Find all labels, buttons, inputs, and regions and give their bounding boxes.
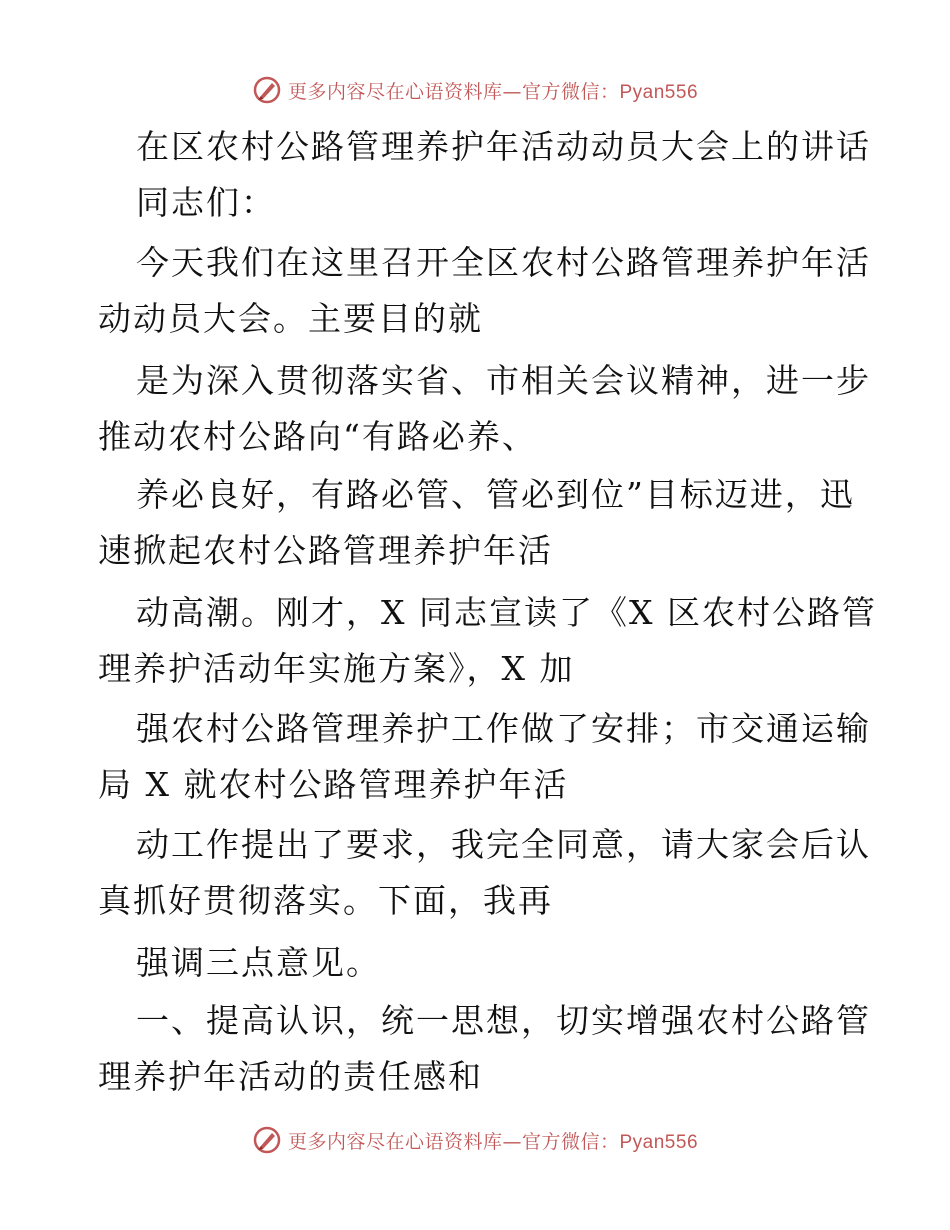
text-line: 养必良好，有路必管、管必到位”目标迈进，迅: [136, 475, 855, 514]
pen-logo-icon: [252, 1125, 282, 1155]
text-line: 局 X 就农村公路管理养护年活: [98, 765, 569, 804]
pen-logo-icon: [252, 75, 282, 105]
text-line: 理养护活动年实施方案》，X 加: [98, 649, 575, 688]
watermark-text: 更多内容尽在心语资料库—官方微信：Pyan556: [287, 1130, 699, 1153]
section-heading: 一、提高认识，统一思想，切实增强农村公路管: [136, 1001, 871, 1040]
text-line: 速掀起农村公路管理养护年活: [98, 531, 553, 570]
watermark-text: 更多内容尽在心语资料库—官方微信：Pyan556: [287, 80, 699, 103]
text-line: 是为深入贯彻落实省、市相关会议精神，进一步: [136, 361, 871, 400]
footer-watermark: [0, 1120, 950, 1160]
text-line: 动动员大会。主要目的就: [98, 299, 483, 338]
text-line: 动高潮。刚才，X 同志宣读了《X 区农村公路管: [136, 593, 877, 632]
document-title: 在区农村公路管理养护年活动动员大会上的讲话: [136, 127, 871, 166]
text-line: 今天我们在这里召开全区农村公路管理养护年活: [136, 243, 871, 282]
text-line: 强农村公路管理养护工作做了安排；市交通运输: [136, 709, 871, 748]
text-line: 动工作提出了要求，我完全同意，请大家会后认: [136, 825, 871, 864]
text-line: 理养护年活动的责任感和: [98, 1057, 483, 1096]
salutation: 同志们：: [136, 183, 276, 222]
text-line: 推动农村公路向“有路必养、: [98, 417, 537, 456]
text-line: 强调三点意见。: [136, 943, 381, 982]
header-watermark: [0, 70, 950, 110]
text-line: 真抓好贯彻落实。下面，我再: [98, 881, 553, 920]
